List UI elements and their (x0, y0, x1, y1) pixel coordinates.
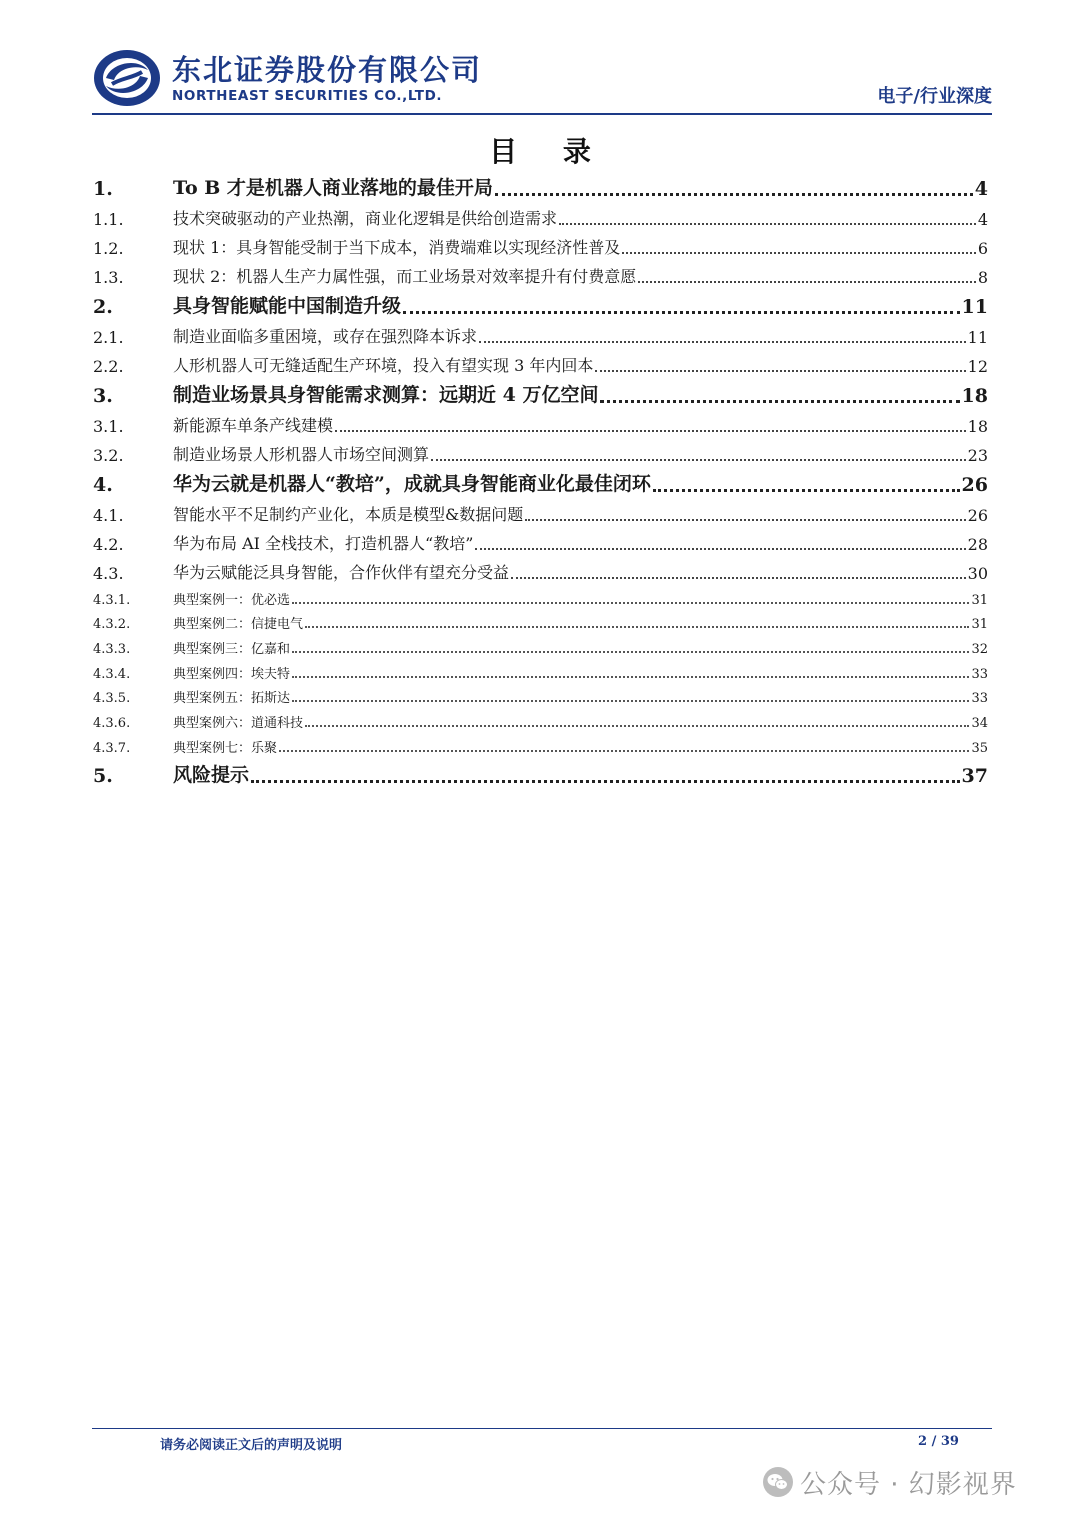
toc-entry-4-1[interactable] (93, 499, 988, 528)
footer-disclaimer: 请务必阅读正文后的声明及说明 (160, 1438, 343, 1453)
toc-entry-3-1[interactable] (93, 410, 988, 439)
toc-entry-page: 26 (961, 474, 988, 496)
toc-dot-leader (251, 780, 960, 783)
toc-entry-4-3-5[interactable] (93, 685, 988, 710)
toc-dot-leader (403, 311, 960, 314)
toc-entry-3-2[interactable] (93, 439, 988, 468)
toc-entry-page: 6 (977, 239, 988, 258)
toc-title: 目 录 (489, 135, 609, 168)
header-divider (92, 113, 992, 115)
toc-entry-number: 4.3.5. (93, 691, 131, 707)
toc-entry-title: 智能水平不足制约产业化，本质是模型&数据问题 (173, 505, 524, 524)
toc-entry-page: 33 (971, 666, 988, 682)
toc-entry-number: 4. (93, 474, 113, 496)
toc-entry-title: 华为云赋能泛具身智能，合作伙伴有望充分受益 (173, 563, 510, 582)
toc-dot-leader (622, 252, 976, 254)
toc-entry-title: 人形机器人可无缝适配生产环境，投入有望实现 3 年内回本 (173, 356, 594, 375)
toc-dot-leader (292, 676, 969, 678)
toc-entry-title: 典型案例二：信捷电气 (173, 617, 304, 633)
toc-entry-number: 3.2. (93, 446, 124, 465)
toc-entry-4-3-4[interactable] (93, 660, 988, 685)
toc-entry-number: 4.3.3. (93, 642, 131, 658)
toc-entry-number: 4.3.2. (93, 617, 131, 633)
toc-entry-number: 1. (93, 178, 113, 200)
toc-entry-title: 技术突破驱动的产业热潮，商业化逻辑是供给创造需求 (173, 209, 558, 228)
toc-dot-leader (431, 459, 966, 461)
toc-entry-page: 4 (977, 210, 988, 229)
toc-entry-4-3-1[interactable] (93, 586, 988, 611)
toc-entry-title: 华为云就是机器人“教培”，成就具身智能商业化最佳闭环 (173, 473, 651, 495)
toc-entry-page: 11 (967, 328, 988, 347)
toc-entry-1-1[interactable] (93, 203, 988, 232)
northeast-securities-logo (92, 48, 162, 108)
toc-entry-title: 典型案例六：道通科技 (173, 716, 304, 732)
toc-entry-1[interactable] (93, 172, 988, 203)
toc-entry-title: 现状 2：机器人生产力属性强，而工业场景对效率提升有付费意愿 (173, 267, 637, 286)
footer-divider (92, 1428, 992, 1429)
wechat-icon (762, 1466, 794, 1498)
toc-entry-page: 32 (971, 642, 988, 658)
toc-entry-number: 3.1. (93, 417, 124, 436)
toc-dot-leader (335, 430, 966, 432)
toc-entry-page: 31 (971, 617, 988, 633)
toc-entry-number: 1.3. (93, 268, 124, 287)
toc-entry-title: 制造业面临多重困境，或存在强烈降本诉求 (173, 327, 478, 346)
toc-dot-leader (479, 341, 966, 343)
toc-entry-2[interactable] (93, 290, 988, 321)
toc-entry-page: 12 (967, 357, 988, 376)
toc-entry-title: 新能源车单条产线建模 (173, 416, 334, 435)
toc-entry-4-3-2[interactable] (93, 611, 988, 636)
toc-entry-page: 26 (967, 506, 988, 525)
toc-dot-leader (559, 223, 976, 225)
toc-entry-title: 典型案例四：埃夫特 (173, 666, 291, 682)
toc-entry-title: 具身智能赋能中国制造升级 (173, 295, 402, 317)
toc-entry-title: 典型案例三：亿嘉和 (173, 642, 291, 658)
company-name-en: NORTHEAST SECURITIES CO.,LTD. (172, 88, 443, 104)
page-indicator: 2 / 39 (918, 1434, 959, 1449)
toc-dot-leader (292, 602, 969, 604)
toc-dot-leader (525, 519, 965, 521)
toc-dot-leader (305, 626, 969, 628)
toc-entry-number: 4.3.6. (93, 716, 131, 732)
toc-entry-3[interactable] (93, 379, 988, 410)
toc-entry-number: 2.1. (93, 328, 124, 347)
toc-entry-4[interactable] (93, 468, 988, 499)
toc-dot-leader (495, 193, 973, 196)
toc-dot-leader (595, 370, 965, 372)
toc-dot-leader (305, 725, 969, 727)
toc-entry-title: To B 才是机器人商业落地的最佳开局 (173, 177, 493, 199)
toc-entry-page: 31 (971, 592, 988, 608)
toc-entry-number: 4.3. (93, 564, 124, 583)
toc-entry-number: 4.3.7. (93, 740, 131, 756)
toc-entry-title: 制造业场景人形机器人市场空间测算 (173, 445, 430, 464)
toc-entry-page: 18 (967, 417, 988, 436)
page-header (92, 44, 992, 116)
watermark-text: 公众号 · 幻影视界 (800, 1469, 1017, 1500)
toc-entry-title: 典型案例五：拓斯达 (173, 691, 291, 707)
toc-dot-leader (600, 400, 959, 403)
toc-entry-page: 37 (961, 764, 988, 787)
toc-entry-number: 2. (93, 296, 113, 318)
toc-entry-page: 8 (977, 268, 988, 287)
toc-entry-number: 2.2. (93, 357, 124, 376)
toc-dot-leader (653, 489, 960, 492)
toc-entry-title: 现状 1：具身智能受制于当下成本，消费端难以实现经济性普及 (173, 238, 621, 257)
toc-dot-leader (475, 548, 965, 550)
toc-entry-1-2[interactable] (93, 232, 988, 261)
toc-entry-4-3-6[interactable] (93, 709, 988, 734)
toc-entry-4-2[interactable] (93, 528, 988, 557)
toc-entry-number: 4.1. (93, 506, 124, 525)
toc-dot-leader (279, 750, 969, 752)
toc-entry-page: 28 (967, 535, 988, 554)
toc-entry-4-3[interactable] (93, 557, 988, 586)
toc-entry-title: 华为布局 AI 全栈技术，打造机器人“教培” (173, 534, 474, 553)
toc-entry-number: 5. (93, 764, 113, 787)
toc-entry-2-2[interactable] (93, 350, 988, 379)
toc-entry-5[interactable] (93, 759, 988, 790)
toc-entry-page: 11 (961, 296, 988, 318)
toc-entry-title: 典型案例一：优必选 (173, 592, 291, 608)
toc-entry-page: 30 (967, 564, 988, 583)
toc-entry-title: 典型案例七：乐聚 (173, 740, 278, 756)
toc-entry-page: 34 (971, 716, 988, 732)
toc-entry-number: 1.1. (93, 210, 124, 229)
toc-entry-number: 4.2. (93, 535, 124, 554)
toc-entry-number: 3. (93, 385, 113, 407)
watermark (762, 1462, 1017, 1502)
report-category: 电子/行业深度 (877, 86, 992, 107)
toc-entry-2-1[interactable] (93, 321, 988, 350)
toc-entry-page: 23 (967, 446, 988, 465)
toc-entry-title: 风险提示 (173, 763, 250, 786)
toc-entry-number: 1.2. (93, 239, 124, 258)
toc-entry-page: 35 (971, 740, 988, 756)
toc-dot-leader (638, 281, 976, 283)
toc-entry-page: 18 (961, 385, 988, 407)
company-name-cn: 东北证券股份有限公司 (172, 53, 483, 87)
toc-entry-number: 4.3.1. (93, 592, 131, 608)
toc-entry-1-3[interactable] (93, 261, 988, 290)
table-of-contents (93, 172, 988, 790)
toc-entry-title: 制造业场景具身智能需求测算：远期近 4 万亿空间 (173, 384, 599, 406)
toc-entry-page: 4 (974, 178, 988, 200)
toc-entry-number: 4.3.4. (93, 666, 131, 682)
toc-entry-4-3-7[interactable] (93, 734, 988, 759)
toc-entry-4-3-3[interactable] (93, 635, 988, 660)
toc-dot-leader (292, 700, 969, 702)
toc-entry-page: 33 (971, 691, 988, 707)
toc-dot-leader (511, 577, 966, 579)
toc-dot-leader (292, 651, 969, 653)
